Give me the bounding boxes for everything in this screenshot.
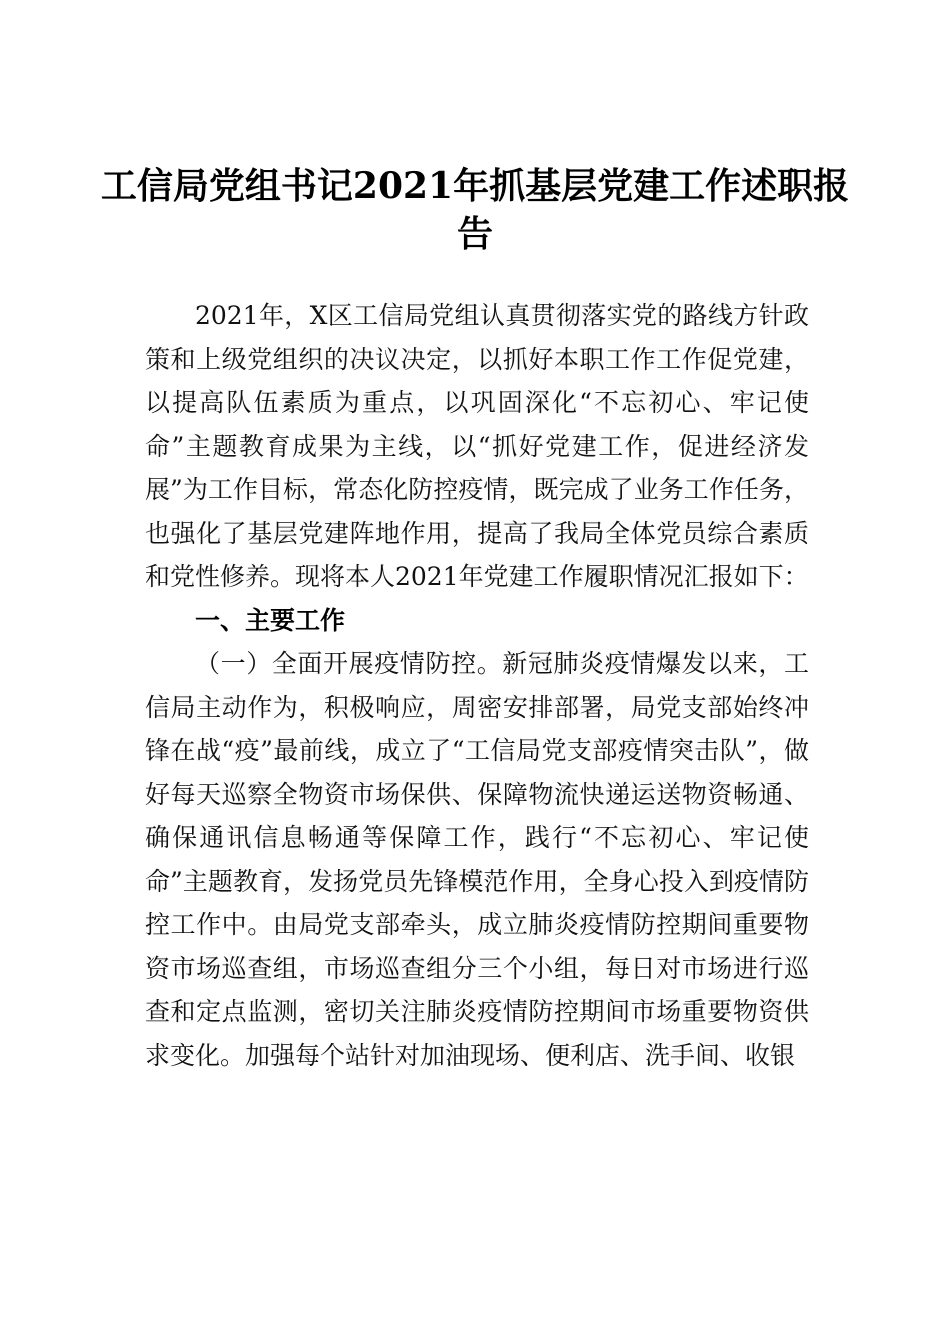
document-title: 工信局党组书记2021年抓基层党建工作述职报告	[100, 165, 850, 255]
section-paragraph: （一）全面开展疫情防控。新冠肺炎疫情爆发以来，工信局主动作为，积极响应，周密安排部署，局党支部始终冲锋在战“疫”最前线，成立了“工信局党支部疫情突击队”，做好每天巡察全物资市场保供、保障物流快递运送物资畅通、确保通讯信息畅通等保障工作，践行“不忘初心、牢记使命”主题教育，发扬党员先锋模范作用，全身心投入到疫情防控工作中。由局党支部牵头，成立肺炎疫情防控期间重要物资市场巡查组，市场巡查组分三个小组，每日对市场进行巡查和定点监测，密切关注肺炎疫情防控期间市场重要物资供求变化。加强每个站针对加油现场、便利店、洗手间、收银	[145, 649, 809, 1070]
section-heading: 一、主要工作	[195, 605, 346, 635]
intro-paragraph: 2021年，X区工信局党组认真贯彻落实党的路线方针政策和上级党组织的决议决定，以抓好本职工作工作促党建，以提高队伍素质为重点，以巩固深化“不忘初心、牢记使命”主题教育成果为主线，以“抓好党建工作，促进经济发展”为工作目标，常态化防控疫情，既完成了业务工作任务，也强化了基层党建阵地作用，提高了我局全体党员综合素质和党性修养。现将本人2021年党建工作履职情况汇报如下：	[145, 301, 809, 591]
document-body	[145, 294, 809, 1077]
